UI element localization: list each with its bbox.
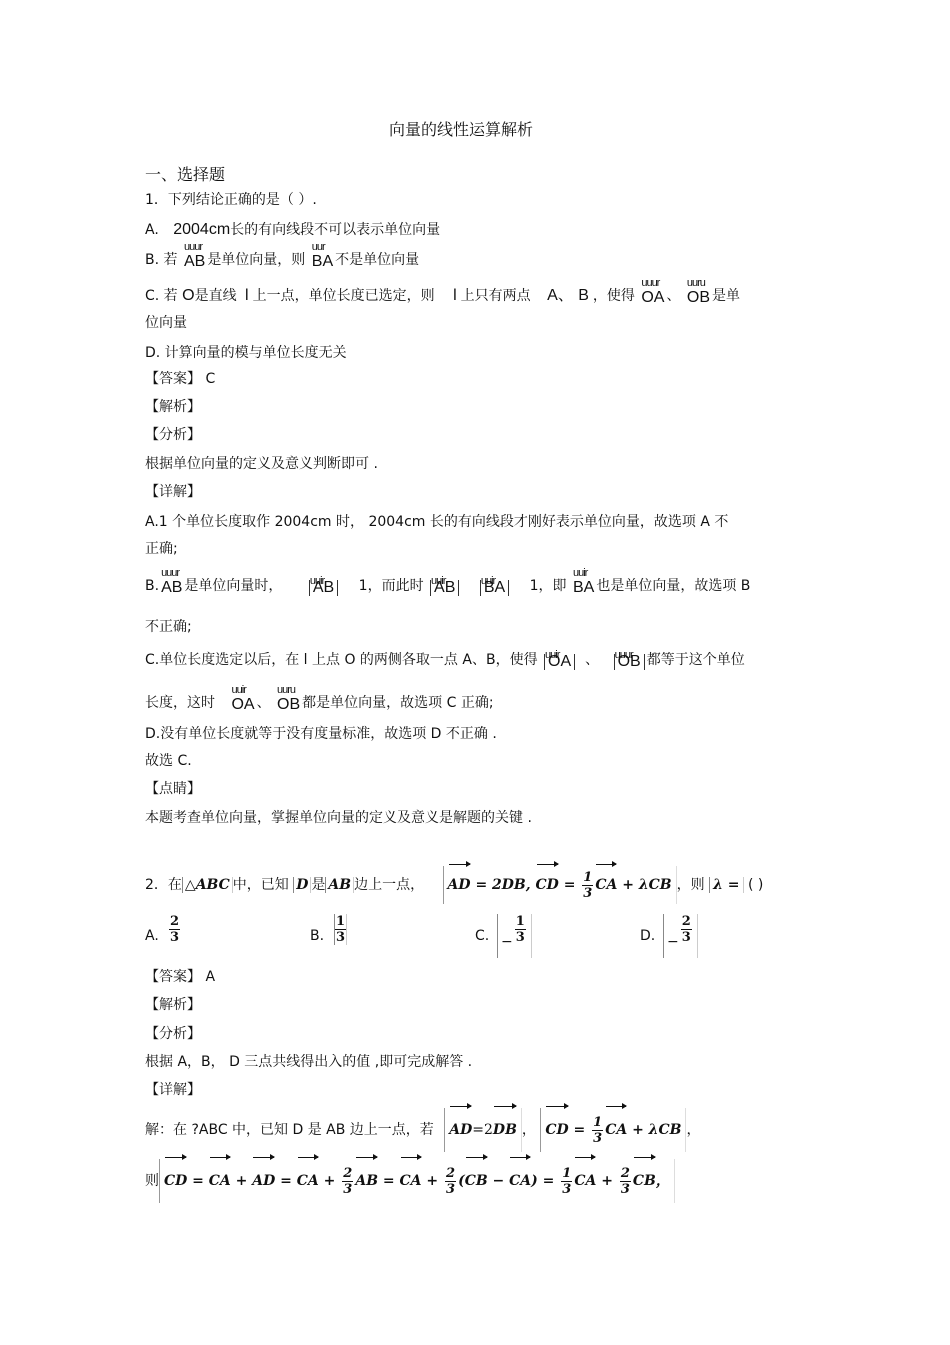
section-heading: 一、选择题 [145,165,226,184]
q1-option-c-cont: 位向量 [145,315,187,331]
q1-option-c: C. 若 O是直线 l 上一点，单位长度已选定，则 l 上只有两点 A、 B ，使得 uuur OA 、 uuru OB 是单 [145,282,740,306]
q2-solution-line2: 则 CD = CA + AD = CA + $\frac{2}{3}$ AB = CA + $\frac{2}{3}$ (CB − CA) = $\frac{1}{3}$ CA + $\frac{2}{3}$ CB， [145,1159,675,1203]
q1-option-d: D. 计算向量的模与单位长度无关 [145,345,347,361]
q1-dianjing-text: 本题考查单位向量，掌握单位向量的定义及意义是解题的关键 . [145,810,532,826]
vector-ob: uuru OB [687,282,710,306]
q1-jiexi: 【解析】 [145,399,201,415]
vector-oa: uuir OA [231,689,254,713]
q1-xiangjie: 【详解】 [145,484,201,500]
q2-answer: 【答案】 A [145,969,216,985]
abs-vector-ba: uuir BA [480,580,509,596]
q1-dianjing: 【点睛】 [145,781,201,797]
q1-fenxi-text: 根据单位向量的定义及意义判断即可 . [145,456,378,472]
q2-derivation-formula: CD = CA + AD = CA + $\frac{2}{3}$ AB = CA + $\frac{2}{3}$ (CB − CA) = $\frac{1}{3}$ CA + $\frac{2}{3}$ CB， [159,1159,675,1203]
vector-ba: uur BA [312,246,333,270]
vector-ba: uuir BA [573,572,594,596]
q1-explain-c: C.单位长度选定以后，在 l 上点 O 的两侧各取一点 A、B，使得 uuir OA 、 uuur OB 都等于这个单位 [145,650,745,670]
abs-vector-ab: uuir AB [309,580,338,596]
q1-option-b: B. 若 uuur AB 是单位向量，则 uur BA 不是单位向量 [145,246,419,270]
q1-answer: 【答案】 C [145,371,216,387]
q1-explain-b-cont: 不正确; [145,619,192,635]
q2-options: A. $\frac{2}{3}$ B. $\frac{1}{3}$ C. − $\frac{1}{3}$ D. − $\frac{2}{3}$ [145,914,705,958]
abs-vector-ob: uuur OB [614,654,645,670]
q1-pick: 故选 C. [145,753,192,769]
abs-vector-ab: uuir AB [430,580,459,596]
q1-explain-d: D.没有单位长度就等于没有度量标准，故选项 D 不正确 . [145,726,497,742]
q1-explain-a: A.1 个单位长度取作 2004cm 时， 2004cm 长的有向线段才刚好表示单位向量，故选项 A 不 [145,514,729,530]
page-title: 向量的线性运算解析 [389,120,534,139]
abs-vector-oa: uuir OA [544,654,575,670]
q2-cd-formula: CD = $\frac{1}{3}$ CA + λCB [540,1108,686,1152]
q1-stem: 1．下列结论正确的是（ ）. [145,192,317,208]
q2-fenxi-text: 根据 A，B， D 三点共线得出入的值 ,即可完成解答 . [145,1054,473,1070]
q2-fenxi: 【分析】 [145,1026,201,1042]
vector-ab: uuur AB [184,246,205,270]
q1-option-a: A. 2004cm长的有向线段不可以表示单位向量 [145,221,441,238]
vector-ab: uuur AB [161,572,182,596]
q2-jiexi: 【解析】 [145,997,201,1013]
q2-stem: 2．在 △ABC 中，已知 D 是 AB 边上一点， AD = 2DB, CD = $\frac{1}{3}$ CA + λCB ，则 λ = ( ) [145,866,763,904]
vector-ob: uuru OB [277,689,300,713]
q1-explain-a-cont: 正确; [145,541,178,557]
q1-fenxi: 【分析】 [145,427,201,443]
vector-oa: uuur OA [641,282,664,306]
q2-xiangjie: 【详解】 [145,1082,201,1098]
q2-condition-formula: AD = 2DB, CD = $\frac{1}{3}$ CA + λCB [443,866,677,904]
q2-solution-line1: 解：在 ?ABC 中，已知 D 是 AB 边上一点，若 AD=2DB ， CD = $\frac{1}{3}$ CA + λCB ， [145,1108,700,1152]
q1-explain-c-cont: 长度，这时 uuir OA 、 uuru OB 都是单位向量，故选项 C 正确; [145,689,494,713]
q1-explain-b: B.uuur AB 是单位向量时， uuir AB 1，而此时 uuir AB uuir BA 1，即 uuir BA 也是单位向量，故选项 B [145,572,750,596]
